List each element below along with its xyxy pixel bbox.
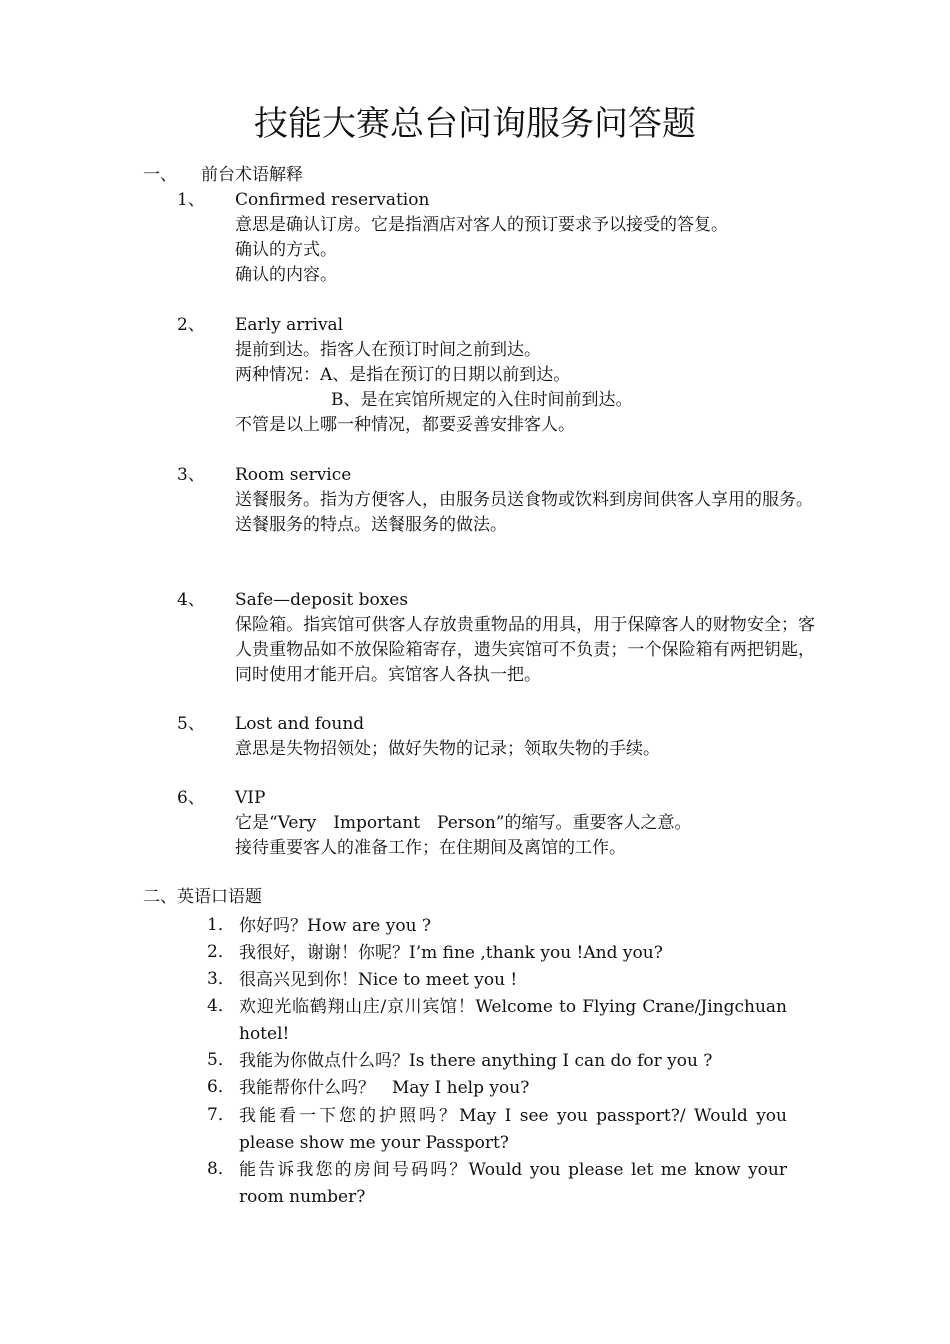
phrase-text: 我能帮你什么吗？ May I help you? (239, 1078, 530, 1098)
term-number: 5、 (177, 714, 205, 734)
term-line: 确认的方式。 (235, 240, 337, 260)
phrase-number: 2． (207, 942, 235, 962)
term-line: 接待重要客人的准备工作；在住期间及离馆的工作。 (235, 838, 626, 858)
term-line: 两种情况：A、是指在预订的日期以前到达。 (235, 365, 571, 385)
term-line: B、是在宾馆所规定的入住时间前到达。 (331, 390, 633, 410)
term-line: 送餐服务的特点。送餐服务的做法。 (235, 515, 507, 535)
page-title: 技能大赛总台问询服务问答题 (254, 104, 696, 144)
term-name: Lost and found (235, 714, 365, 734)
phrase-text: 我能为你做点什么吗？Is there anything I can do for you ? (239, 1051, 713, 1071)
term-line: 不管是以上哪一种情况，都要妥善安排客人。 (235, 415, 575, 435)
phrase-text: 我很好，谢谢！你呢？I’m fine ,thank you !And you? (239, 943, 663, 963)
term-line: 送餐服务。指为方便客人，由服务员送食物或饮料到房间供客人享用的服务。 (235, 490, 813, 510)
term-number: 6、 (177, 788, 205, 808)
phrase-number: 8． (207, 1159, 235, 1179)
term-line: 保险箱。指宾馆可供客人存放贵重物品的用具，用于保障客人的财物安全；客人贵重物品如不放保险箱寄存，遗失宾馆可不负责；一个保险箱有两把钥匙，同时使用才能开启。宾馆客人各执一把。 (235, 615, 815, 685)
term-name: Confirmed reservation (235, 190, 430, 210)
term-line: 意思是确认订房。它是指酒店对客人的预订要求予以接受的答复。 (235, 215, 728, 235)
term-number: 4、 (177, 590, 205, 610)
section-heading-terms (143, 163, 303, 188)
phrase-text: 很高兴见到你！Nice to meet you ! (239, 970, 518, 990)
term-name: Early arrival (235, 315, 344, 335)
term-line: 提前到达。指客人在预订时间之前到达。 (235, 340, 541, 360)
phrase-text: 能告诉我您的房间号码吗？Would you please let me know your room number? (239, 1160, 787, 1207)
term-line: 意思是失物招领处；做好失物的记录；领取失物的手续。 (235, 739, 660, 759)
phrase-number: 3． (207, 969, 235, 989)
term-name: VIP (235, 788, 266, 808)
term-name: Room service (235, 465, 352, 485)
section-title: 前台术语解释 (201, 165, 303, 185)
section-heading-english: 二、英语口语题 (143, 887, 262, 907)
phrase-number: 7． (207, 1105, 235, 1125)
phrase-number: 6． (207, 1077, 235, 1097)
phrase-number: 5． (207, 1050, 235, 1070)
term-name: Safe—deposit boxes (235, 590, 409, 610)
term-number: 2、 (177, 315, 205, 335)
phrase-text: 你好吗？How are you ? (239, 916, 432, 936)
term-line: 确认的内容。 (235, 265, 337, 285)
phrase-text: 我能看一下您的护照吗？May I see you passport?/ Would you please show me your Passport? (239, 1106, 787, 1153)
phrase-text: 欢迎光临鹤翔山庄/京川宾馆！Welcome to Flying Crane/Jingchuan hotel! (239, 997, 787, 1044)
term-number: 3、 (177, 465, 205, 485)
section-number: 一、 (143, 165, 177, 185)
phrase-number: 4． (207, 996, 235, 1016)
phrase-number: 1． (207, 915, 235, 935)
term-line: 它是“Very Important Person”的缩写。重要客人之意。 (235, 813, 692, 833)
term-number: 1、 (177, 190, 205, 210)
